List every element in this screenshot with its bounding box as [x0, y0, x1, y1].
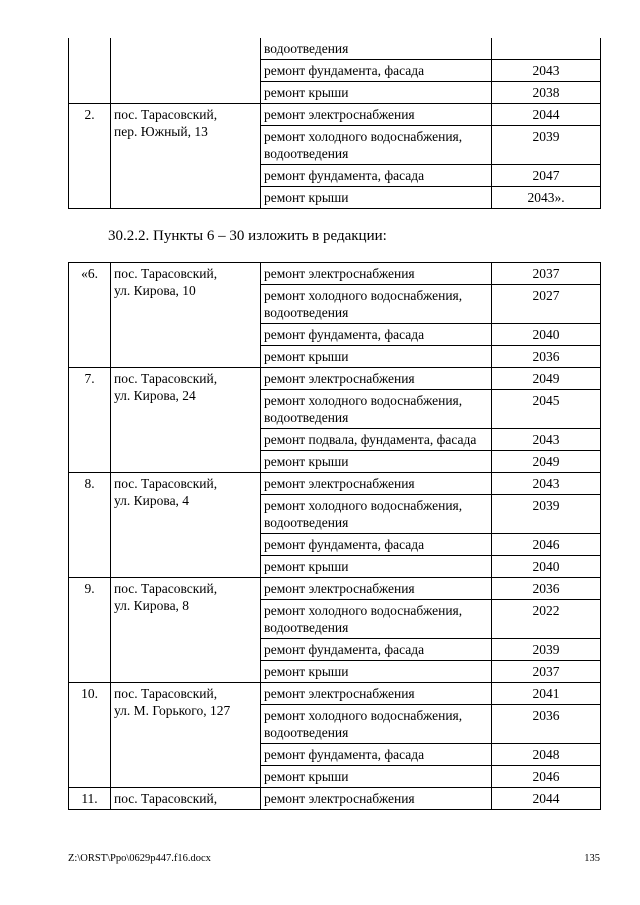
work-type: ремонт фундамента, фасада — [261, 60, 492, 82]
planned-year: 2048 — [492, 744, 601, 766]
work-type: ремонт холодного водоснабжения, водоотведения — [261, 495, 492, 534]
table-row — [69, 788, 601, 810]
planned-year: 2046 — [492, 766, 601, 788]
work-type: ремонт крыши — [261, 346, 492, 368]
planned-year: 2039 — [492, 639, 601, 661]
work-type: водоотведения — [261, 38, 492, 60]
work-type: ремонт крыши — [261, 187, 492, 209]
work-type: ремонт фундамента, фасада — [261, 639, 492, 661]
work-type: ремонт электроснабжения — [261, 263, 492, 285]
item-number — [69, 38, 111, 104]
item-number: 11. — [69, 788, 111, 810]
table-row — [69, 683, 601, 705]
building-address: пос. Тарасовский, пер. Южный, 13 — [111, 104, 261, 209]
work-type: ремонт фундамента, фасада — [261, 324, 492, 346]
work-type: ремонт электроснабжения — [261, 473, 492, 495]
planned-year: 2039 — [492, 126, 601, 165]
planned-year: 2043». — [492, 187, 601, 209]
work-type: ремонт холодного водоснабжения, водоотведения — [261, 600, 492, 639]
planned-year: 2038 — [492, 82, 601, 104]
footer-file-path: Z:\ORST\Ppo\0629p447.f16.docx — [68, 853, 211, 864]
work-type: ремонт фундамента, фасада — [261, 744, 492, 766]
work-type: ремонт электроснабжения — [261, 683, 492, 705]
planned-year: 2039 — [492, 495, 601, 534]
clause-heading: 30.2.2. Пункты 6 – 30 изложить в редакции: — [108, 228, 387, 244]
planned-year: 2047 — [492, 165, 601, 187]
work-type: ремонт крыши — [261, 451, 492, 473]
planned-year — [492, 38, 601, 60]
work-type: ремонт крыши — [261, 766, 492, 788]
work-type: ремонт холодного водоснабжения, водоотведения — [261, 285, 492, 324]
planned-year: 2040 — [492, 556, 601, 578]
planned-year: 2043 — [492, 473, 601, 495]
building-address: пос. Тарасовский, ул. Кирова, 24 — [111, 368, 261, 473]
work-type: ремонт электроснабжения — [261, 368, 492, 390]
item-number: 8. — [69, 473, 111, 578]
table-row — [69, 473, 601, 495]
planned-year: 2044 — [492, 788, 601, 810]
work-type: ремонт крыши — [261, 82, 492, 104]
planned-year: 2046 — [492, 534, 601, 556]
repair-schedule-table — [68, 262, 601, 810]
table-row — [69, 578, 601, 600]
table-row — [69, 38, 601, 60]
planned-year: 2027 — [492, 285, 601, 324]
work-type: ремонт холодного водоснабжения, водоотведения — [261, 390, 492, 429]
building-address: пос. Тарасовский, ул. Кирова, 8 — [111, 578, 261, 683]
table-row — [69, 104, 601, 126]
work-type: ремонт холодного водоснабжения, водоотведения — [261, 705, 492, 744]
building-address — [111, 38, 261, 104]
item-number: 10. — [69, 683, 111, 788]
item-number: 2. — [69, 104, 111, 209]
item-number: «6. — [69, 263, 111, 368]
item-number: 7. — [69, 368, 111, 473]
planned-year: 2037 — [492, 661, 601, 683]
planned-year: 2049 — [492, 451, 601, 473]
planned-year: 2036 — [492, 346, 601, 368]
planned-year: 2043 — [492, 60, 601, 82]
planned-year: 2036 — [492, 705, 601, 744]
planned-year: 2022 — [492, 600, 601, 639]
planned-year: 2037 — [492, 263, 601, 285]
table-row — [69, 263, 601, 285]
building-address: пос. Тарасовский, ул. Кирова, 10 — [111, 263, 261, 368]
planned-year: 2045 — [492, 390, 601, 429]
planned-year: 2041 — [492, 683, 601, 705]
building-address: пос. Тарасовский, ул. Кирова, 4 — [111, 473, 261, 578]
repair-schedule-table-continued — [68, 38, 601, 209]
work-type: ремонт фундамента, фасада — [261, 534, 492, 556]
planned-year: 2049 — [492, 368, 601, 390]
work-type: ремонт крыши — [261, 556, 492, 578]
table-row — [69, 368, 601, 390]
building-address: пос. Тарасовский, — [111, 788, 261, 810]
work-type: ремонт подвала, фундамента, фасада — [261, 429, 492, 451]
planned-year: 2036 — [492, 578, 601, 600]
work-type: ремонт электроснабжения — [261, 578, 492, 600]
planned-year: 2044 — [492, 104, 601, 126]
page-number: 135 — [584, 853, 600, 864]
item-number: 9. — [69, 578, 111, 683]
planned-year: 2040 — [492, 324, 601, 346]
work-type: ремонт фундамента, фасада — [261, 165, 492, 187]
work-type: ремонт холодного водоснабжения, водоотведения — [261, 126, 492, 165]
work-type: ремонт крыши — [261, 661, 492, 683]
planned-year: 2043 — [492, 429, 601, 451]
building-address: пос. Тарасовский, ул. М. Горького, 127 — [111, 683, 261, 788]
work-type: ремонт электроснабжения — [261, 104, 492, 126]
work-type: ремонт электроснабжения — [261, 788, 492, 810]
